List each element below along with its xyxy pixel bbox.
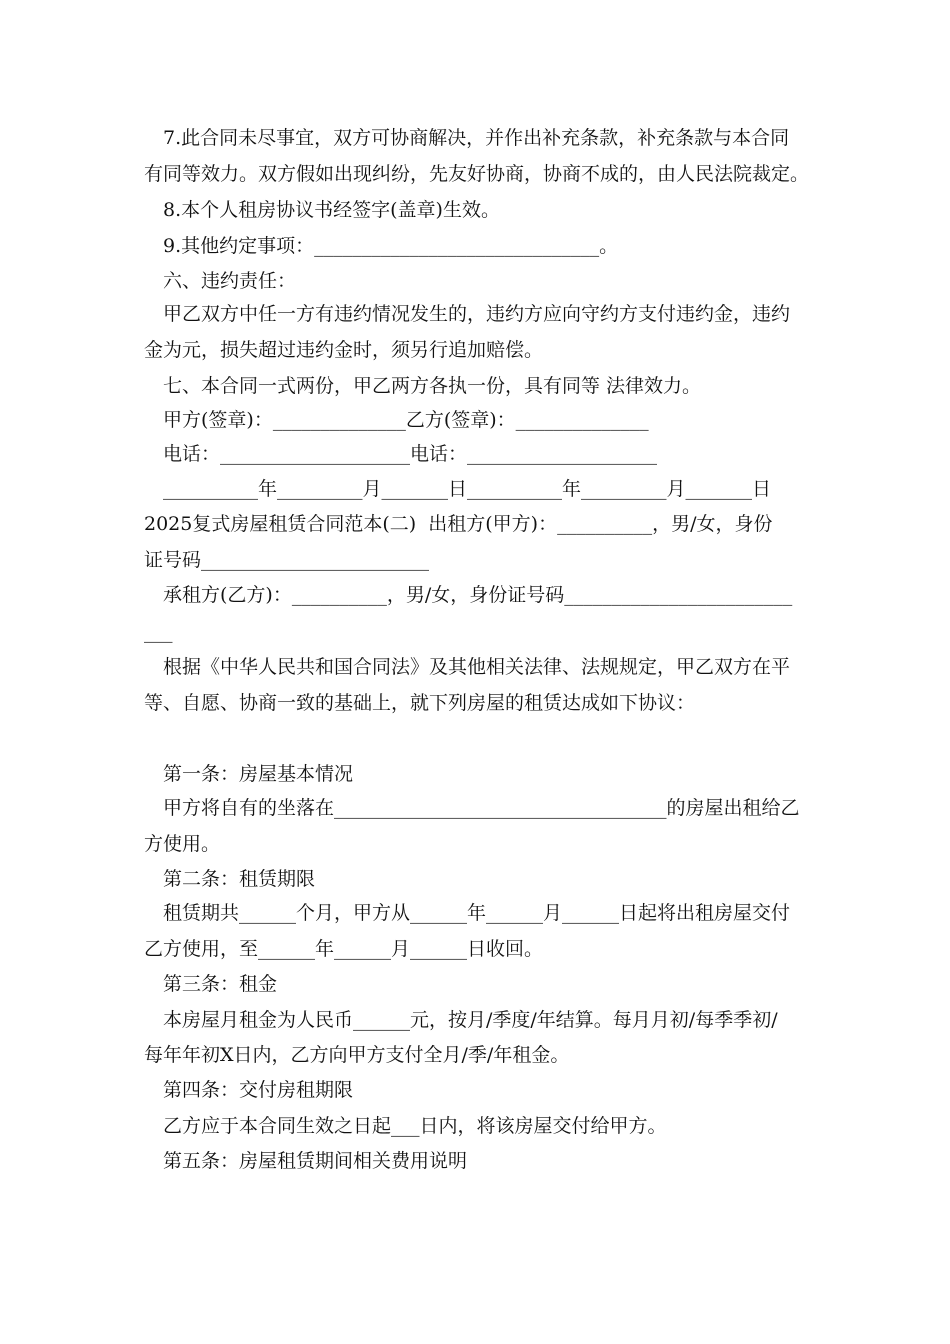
article-heading: 第四条：交付房租期限 <box>163 1079 354 1101</box>
section-heading: 六、违约责任： <box>163 270 297 292</box>
text-line: 本房屋月租金为人民币______元，按月/季度/年结算。每月月初/每季季初/ <box>163 1009 778 1031</box>
text-line: 8.本个人租房协议书经签字(盖章)生效。 <box>163 199 500 221</box>
article-heading: 第一条：房屋基本情况 <box>163 763 354 785</box>
text-line: 乙方应于本合同生效之日起___日内，将该房屋交付给甲方。 <box>163 1115 667 1137</box>
text-line: 等、自愿、协商一致的基础上，就下列房屋的租赁达成如下协议： <box>144 692 696 714</box>
text-line: 乙方使用，至______年______月______日收回。 <box>144 938 544 960</box>
text-line: ___ <box>144 621 173 643</box>
text-line: 9.其他约定事项：______________________________。 <box>163 235 619 257</box>
date-line: __________年_________月_______日__________年_________月_______日 <box>163 478 772 500</box>
text-line: 甲方将自有的坐落在___________________________________的房屋出租给乙 <box>163 797 800 819</box>
text-line: 承租方(乙方)：__________，男/女，身份证号码________________________ <box>163 584 793 606</box>
text-line: 有同等效力。双方假如出现纠纷，先友好协商，协商不成的，由人民法院裁定。 <box>144 163 810 185</box>
section-heading: 七、本合同一式两份，甲乙两方各执一份，具有同等 法律效力。 <box>163 375 702 397</box>
article-heading: 第三条：租金 <box>163 973 278 995</box>
article-heading: 第五条：房屋租赁期间相关费用说明 <box>163 1150 468 1172</box>
text-line: 金为元，损失超过违约金时，须另行追加赔偿。 <box>144 339 544 361</box>
text-line: 根据《中华人民共和国合同法》及其他相关法律、法规规定，甲乙双方在平 <box>163 656 791 678</box>
contract-title-line: 2025复式房屋租赁合同范本(二) 出租方(甲方)：__________，男/女，身份 <box>144 513 773 535</box>
phone-line: 电话：____________________电话：____________________ <box>163 443 658 465</box>
signature-line: 甲方(签章)：______________乙方(签章)：______________ <box>163 409 649 431</box>
text-line: 证号码________________________ <box>144 549 430 571</box>
text-line: 甲乙双方中任一方有违约情况发生的，违约方应向守约方支付违约金，违约 <box>163 303 791 325</box>
text-line: 7.此合同未尽事宜，双方可协商解决，并作出补充条款，补充条款与本合同 <box>163 127 790 149</box>
text-line: 每年年初X日内，乙方向甲方支付全月/季/年租金。 <box>144 1044 570 1066</box>
text-line: 租赁期共______个月，甲方从______年______月______日起将出租房屋交付 <box>163 902 791 924</box>
article-heading: 第二条：租赁期限 <box>163 868 316 890</box>
text-line: 方使用。 <box>144 833 221 855</box>
